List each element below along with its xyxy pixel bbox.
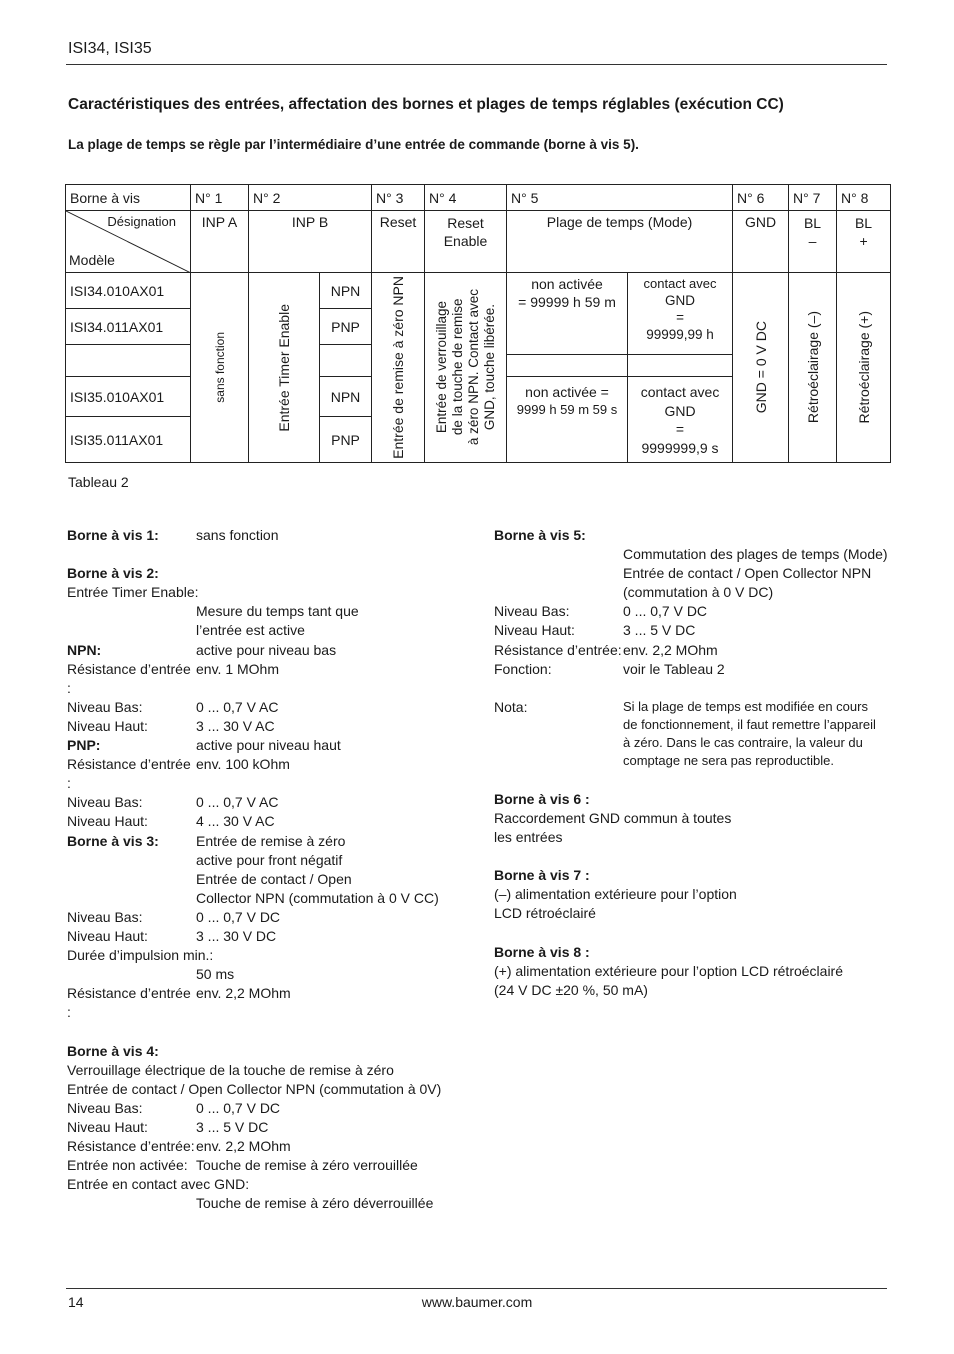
terminal7-heading: Borne à vis 7 : bbox=[494, 867, 590, 884]
model-name bbox=[66, 345, 191, 377]
footer-url: www.baumer.com bbox=[421, 1294, 533, 1310]
terminal8-function-cell: Rétroéclairage (+) bbox=[837, 273, 891, 463]
pnp-label: PNP: bbox=[67, 737, 101, 754]
designation-inp-b: INP B bbox=[249, 211, 372, 273]
terminal7-function-cell: Rétroéclairage (–) bbox=[789, 273, 837, 463]
input-type: PNP bbox=[320, 417, 372, 463]
model-name: ISI35.010AX01 bbox=[66, 377, 191, 417]
designation-reset-enable: Reset Enable bbox=[425, 211, 507, 273]
terminal1-function-cell: sans fonction bbox=[191, 273, 249, 463]
terminal6-heading: Borne à vis 6 : bbox=[494, 790, 590, 807]
section-title: Caractéristiques des entrées, affectation des bornes et plages de temps réglables (exécution CC) bbox=[68, 96, 784, 113]
table-corner-label: Borne à vis bbox=[66, 185, 191, 211]
model-name: ISI35.011AX01 bbox=[66, 417, 191, 463]
terminal-number: N° 1 bbox=[191, 185, 249, 211]
mode-inactive-b: non activée = 9999 h 59 m 59 s bbox=[507, 377, 628, 463]
nota-block bbox=[494, 698, 889, 770]
nota-label: Nota: bbox=[494, 698, 528, 715]
diagonal-header-cell bbox=[66, 211, 191, 273]
table-caption: Tableau 2 bbox=[68, 474, 129, 490]
designation-inp-a: INP A bbox=[191, 211, 249, 273]
terminal8-heading: Borne à vis 8 : bbox=[494, 943, 590, 960]
designation-gnd: GND bbox=[733, 211, 789, 273]
terminal1-heading: Borne à vis 1: bbox=[67, 527, 159, 543]
npn-label: NPN: bbox=[67, 641, 102, 658]
terminal-number: N° 5 bbox=[507, 185, 733, 211]
terminal5-heading: Borne à vis 5: bbox=[494, 527, 586, 543]
terminal-table bbox=[65, 184, 891, 463]
table-row bbox=[66, 273, 891, 309]
terminal2-heading: Borne à vis 2: bbox=[67, 565, 159, 582]
designation-bl-plus: BL + bbox=[837, 211, 891, 273]
designation-bl-minus: BL – bbox=[789, 211, 837, 273]
left-column: Borne à vis 1: sans fonction Borne à vis 2: Entrée Timer Enable: Mesure du temps tant que l’entrée est active NPN: active pour niveau bas Résistance d’entrée : env. 1 MOhm Niveau Bas: 0 ... 0,7 V AC Niveau Haut: 3 ... 30 V AC PNP: active pour niveau haut Résistance d’entrée : env. 100 kOhm Niveau Bas: 0 ... 0,7 V AC Niveau Haut: 4 ... 30 V AC Borne à vis 3: Entrée de remise à zéro active pour front négatif Entrée de contact / Open Collector NPN (commutation à 0 V CC) Niveau Bas: 0 ... 0,7 V DC Niveau Haut: 3 ... 30 V DC Durée d’impulsion min.: 50 ms Résistance d’entrée : env. 2,2 MOhm Borne à vis 4: Verrouillage électrique de la touche de remise à zéro Entrée de contact / Open Collector NPN (commutation à 0V) Niveau Bas: 0 ... 0,7 V DC Niveau Haut: 3 ... 5 V DC Résistance d’entrée: env. 2,2 MOhm Entrée non activée: Touche de remise à zéro verrouillée Entrée en contact avec GND: Touche de remise à zéro déverrouillée bbox=[67, 526, 467, 1213]
terminal4-heading: Borne à vis 4: bbox=[67, 1042, 159, 1059]
designation-reset: Reset bbox=[372, 211, 425, 273]
terminal-number: N° 6 bbox=[733, 185, 789, 211]
table-designation-row bbox=[66, 211, 891, 273]
designation-mode: Plage de temps (Mode) bbox=[507, 211, 733, 273]
page-number: 14 bbox=[68, 1294, 84, 1310]
input-type bbox=[320, 345, 372, 377]
designation-label: Désignation bbox=[107, 214, 176, 229]
footer-rule bbox=[66, 1288, 887, 1289]
document-header-title: ISI34, ISI35 bbox=[68, 40, 152, 57]
model-name: ISI34.010AX01 bbox=[66, 273, 191, 309]
right-column: Borne à vis 5: Commutation des plages de temps (Mode) Entrée de contact / Open Collector NPN (commutation à 0 V DC) Niveau Bas: 0 ... 0,7 V DC Niveau Haut: 3 ... 5 V DC Résistance d’entrée: env. 2,2 MOhm Fonction: voir le Tableau 2 Nota: Si la plage de temps est modifiée en cours de fonctionnement, il faut remettre l’appareil à zéro. Dans le cas contraire, la valeur du comptage ne sera pas reproductible. Borne à vis 6 : Raccordement GND commun à toutes les entrées Borne à vis 7 : (–) alimentation extérieure pour l’option LCD rétroéclairé Borne à vis 8 : (+) alimentation extérieure pour l’option LCD rétroéclairé (24 V DC ±20 %, 50 mA) bbox=[494, 527, 888, 998]
terminal3-function-cell: Entrée de remise à zéro NPN bbox=[372, 273, 425, 463]
nota-text: Si la plage de temps est modifiée en cours de fonctionnement, il faut remettre l’appareil à zéro. Dans le cas contraire, la valeur du comptage ne sera pas reproductible. bbox=[623, 698, 876, 768]
terminal4-function-cell: Entrée de verrouillage de la touche de remise à zéro NPN. Contact avec GND, touche libérée. bbox=[425, 273, 507, 463]
input-type: NPN bbox=[320, 377, 372, 417]
terminal-number: N° 8 bbox=[837, 185, 891, 211]
header-rule bbox=[66, 64, 887, 65]
model-name: ISI34.011AX01 bbox=[66, 309, 191, 345]
terminal6-function-cell: GND = 0 V DC bbox=[733, 273, 789, 463]
mode-contact-b: contact avec GND = 9999999,9 s bbox=[628, 377, 733, 463]
input-type: NPN bbox=[320, 273, 372, 309]
terminal-number: N° 7 bbox=[789, 185, 837, 211]
input-type: PNP bbox=[320, 309, 372, 345]
terminal-number: N° 3 bbox=[372, 185, 425, 211]
section-intro: La plage de temps se règle par l’intermédiaire d’une entrée de commande (borne à vis 5). bbox=[68, 137, 639, 152]
terminal2-function-cell: Entrée Timer Enable bbox=[249, 273, 320, 463]
mode-contact-a: contact avec GND = 99999,99 h bbox=[628, 273, 733, 377]
mode-inactive-a: non activée = 99999 h 59 m bbox=[507, 273, 628, 377]
terminal-number: N° 2 bbox=[249, 185, 372, 211]
table-header-row bbox=[66, 185, 891, 211]
mode-divider bbox=[507, 354, 733, 355]
modele-label: Modèle bbox=[69, 252, 115, 268]
terminal-number: N° 4 bbox=[425, 185, 507, 211]
terminal3-heading: Borne à vis 3: bbox=[67, 832, 159, 849]
